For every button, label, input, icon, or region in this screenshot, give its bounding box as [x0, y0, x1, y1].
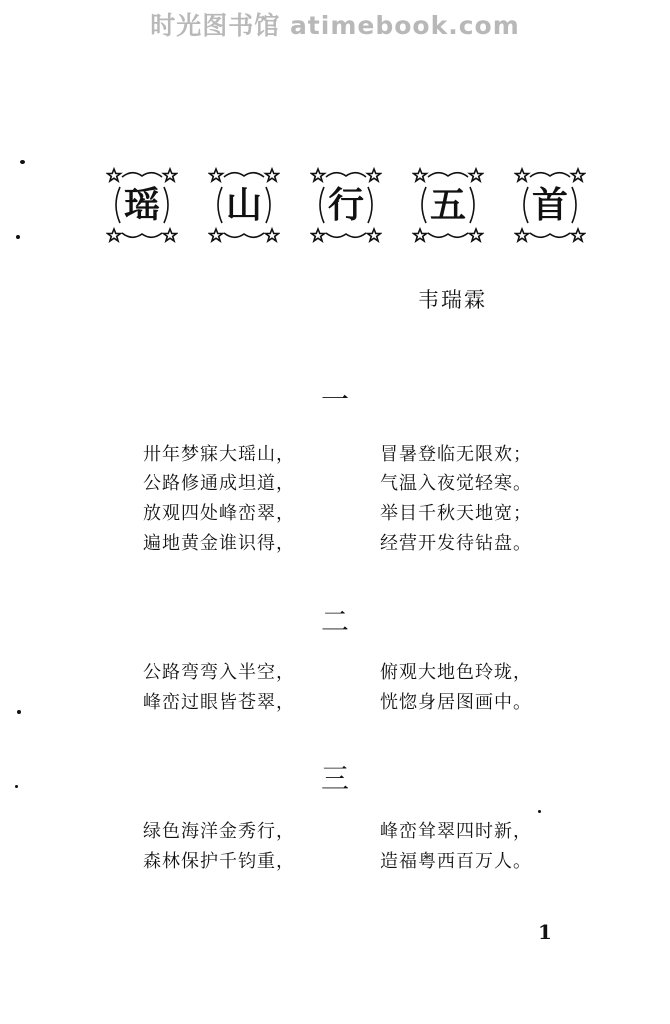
title-char-frame — [310, 163, 382, 247]
title-char-frame — [208, 163, 280, 247]
poem-line: 峰峦过眼皆苍翠， — [143, 692, 295, 713]
page-number: 1 — [538, 920, 552, 944]
poem-line: 恍惚身居图画中。 — [380, 692, 532, 713]
scan-speck — [17, 710, 21, 714]
scan-speck — [16, 235, 20, 239]
poem-line: 经营开发待钻盘。 — [380, 533, 532, 554]
poem-line: 公路弯弯入半空， — [143, 662, 295, 683]
scan-speck — [15, 785, 18, 788]
scan-speck — [20, 160, 25, 164]
title-char: 瑶 — [123, 185, 160, 226]
poem-line: 举目千秋天地宽； — [380, 503, 532, 524]
scan-speck — [538, 810, 541, 813]
poem-line: 公路修通成坦道， — [143, 473, 295, 494]
section-number: 一 — [320, 383, 349, 416]
poem-line: 遍地黄金谁识得， — [143, 533, 295, 554]
poem-line: 放观四处峰峦翠， — [143, 503, 295, 524]
section-number: 三 — [320, 762, 349, 795]
poem-line: 峰峦耸翠四时新， — [380, 821, 532, 842]
poem-line: 森林保护千钧重， — [143, 851, 295, 872]
author: 韦瑞霖 — [418, 288, 487, 312]
title-char: 行 — [327, 185, 364, 226]
poem-line: 造福粤西百万人。 — [380, 851, 532, 872]
poem-title — [106, 163, 586, 251]
title-char: 首 — [531, 185, 568, 226]
title-char: 五 — [429, 185, 466, 226]
title-char-frame — [106, 163, 178, 247]
watermark: 时光图书馆 atimebook.com — [150, 11, 520, 40]
poem-line: 绿色海洋金秀行， — [143, 821, 295, 842]
poem-line: 气温入夜觉轻寒。 — [380, 473, 532, 494]
poem-line: 俯观大地色玲珑， — [380, 662, 532, 683]
title-char-frame — [514, 163, 586, 247]
poem-line: 冒暑登临无限欢； — [380, 444, 532, 465]
section-number: 二 — [320, 605, 349, 638]
title-char: 山 — [225, 185, 262, 226]
title-char-frame — [412, 163, 484, 247]
poem-line: 卅年梦寐大瑶山， — [143, 444, 295, 465]
